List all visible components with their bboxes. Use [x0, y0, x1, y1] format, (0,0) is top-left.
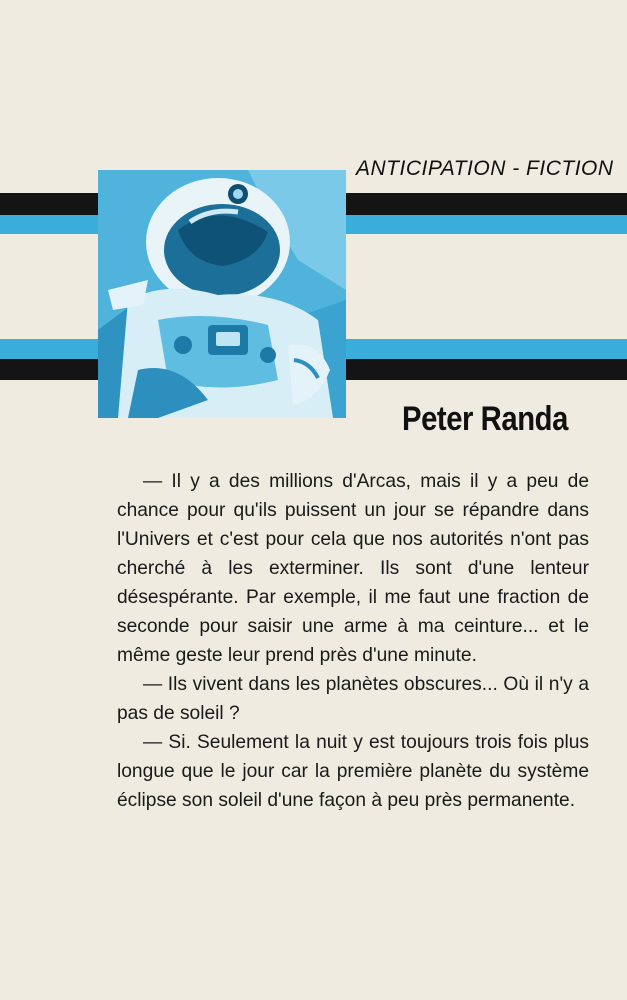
astronaut-photo — [98, 170, 346, 418]
excerpt-paragraph: — Ils vivent dans les planètes obscures... Où il n'y a pas de soleil ? — [117, 674, 589, 724]
series-title: ANTICIPATION - FICTION — [356, 157, 614, 180]
blurb-excerpt — [117, 467, 589, 815]
author-name: Peter Randa — [402, 400, 568, 438]
excerpt-paragraph: — Si. Seulement la nuit y est toujours trois fois plus longue que le jour car la première planète du système éclipse son soleil d'une façon à peu près permanente. — [117, 732, 589, 811]
excerpt-paragraph: — Il y a des millions d'Arcas, mais il y a peu de chance pour qu'ils puissent un jour se répandre dans l'Univers et c'est pour cela que nos autorités n'ont pas cherché à les exterminer. Ils sont d'une lenteur désespérante. Par exemple, il me faut une fraction de seconde pour saisir une arme à ma ceinture... et le même geste leur prend près d'une minute. — [117, 471, 589, 666]
astronaut-illustration — [98, 170, 346, 418]
